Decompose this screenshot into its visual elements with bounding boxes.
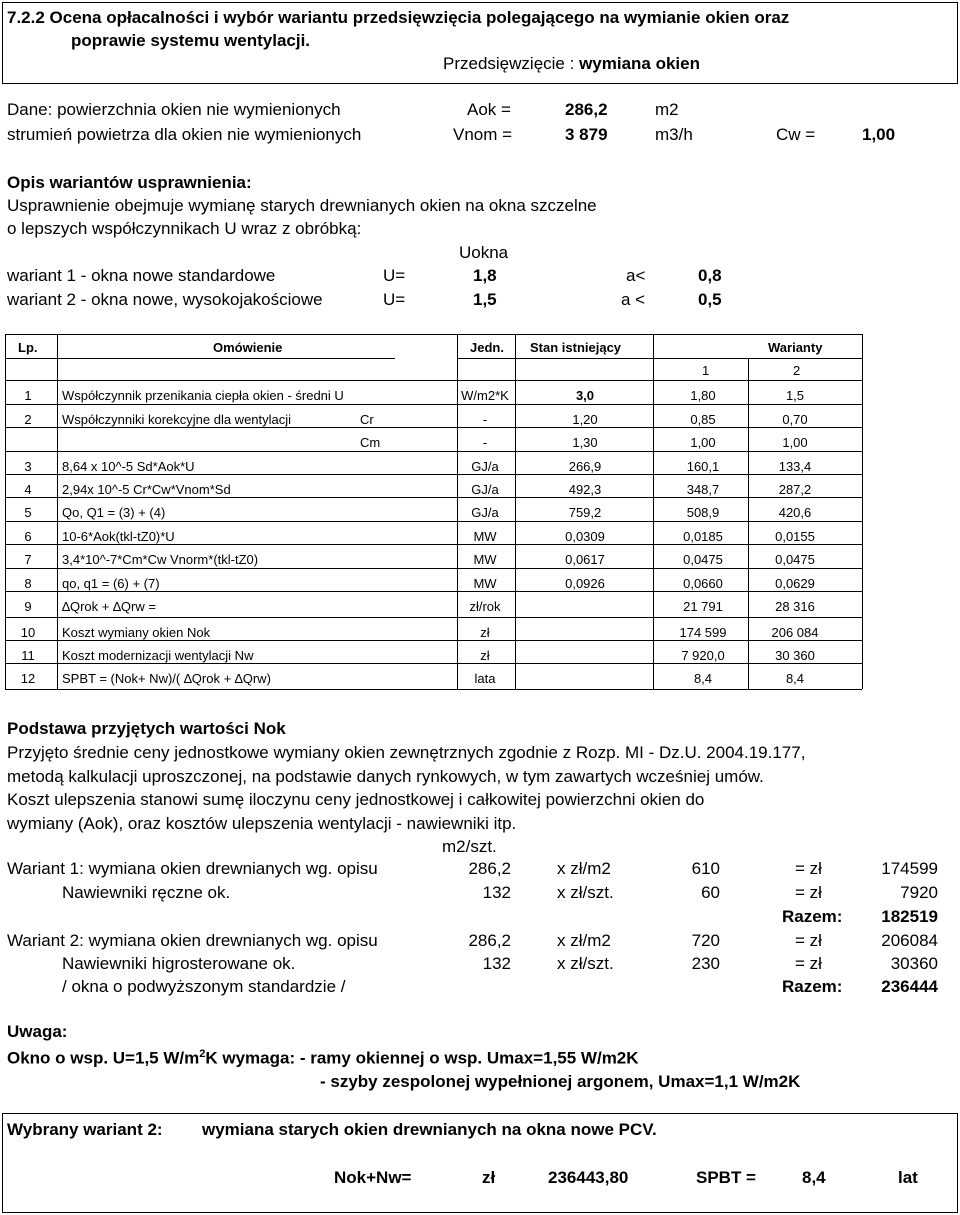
table-cell-lp: 1 [24, 388, 32, 403]
given-row2-label: strumień powietrza dla okien nie wymienionych [7, 125, 362, 144]
table-cell-unit: - [482, 435, 488, 450]
variant2-uval: 1,5 [473, 290, 497, 309]
calc-unit: x zł/szt. [557, 883, 614, 902]
table-rule [748, 358, 749, 689]
cw-value: 1,00 [862, 125, 896, 144]
table-cell-unit: MW [473, 529, 497, 544]
table-cell-lp: 12 [20, 671, 36, 686]
calc-price: 230 [691, 954, 720, 973]
unit-header: m2/szt. [442, 837, 497, 856]
table-cell-lp: 6 [24, 529, 32, 544]
table-cell-desc: Współczynniki korekcyjne dla wentylacji [62, 412, 292, 427]
given-row1-label: Dane: powierzchnia okien nie wymienionych [7, 100, 341, 119]
table-cell-unit: - [482, 412, 488, 427]
nok-amount: 236443,80 [548, 1168, 629, 1187]
variant2-a: a < [621, 290, 646, 309]
table-rule [5, 474, 862, 475]
table-cell-w2: 133,4 [778, 459, 812, 474]
variant1-label: wariant 1 - okna nowe standardowe [7, 266, 276, 285]
table-cell-w2: 420,6 [778, 505, 812, 520]
table-cell-stan: 492,3 [568, 482, 602, 497]
table-cell-w1: 0,0475 [683, 552, 723, 567]
table-cell-w2: 1,5 [785, 388, 805, 403]
table-cell-w1: 1,80 [690, 388, 716, 403]
table-rule [5, 497, 862, 498]
note-line2: - szyby zespolonej wypełnionej argonem, Umax=1,1 W/m2K [320, 1072, 801, 1091]
table-cell-w2: 8,4 [785, 671, 805, 686]
given-row1-unit: m2 [655, 100, 679, 119]
cw-label: Cw = [776, 125, 816, 144]
calc-total: 30360 [890, 954, 938, 973]
table-cell-w1: 160,1 [686, 459, 720, 474]
table-cell-lp: 5 [24, 505, 32, 520]
table-cell-unit: GJ/a [471, 505, 499, 520]
table-cell-w2: 206 084 [771, 625, 819, 640]
table-cell-stan: 1,20 [572, 412, 598, 427]
table-cell-w2: 287,2 [778, 482, 812, 497]
table-cell-desc: 3,4*10^-7*Cm*Cw Vnorm*(tkl-tZ0) [62, 552, 259, 567]
variant1-a: a< [626, 266, 646, 285]
table-cell-w1: 0,0185 [683, 529, 723, 544]
nok-currency: zł [482, 1168, 496, 1187]
spbt-unit: lat [898, 1168, 918, 1187]
col-header-warianty: Warianty [768, 340, 823, 355]
table-cell-desc: ∆Qrok + ∆Qrw = [62, 599, 156, 614]
basis-heading: Podstawa przyjętych wartości Nok [7, 719, 286, 738]
table-cell-unit: MW [473, 552, 497, 567]
table-cell-lp: 11 [21, 648, 35, 663]
note-heading: Uwaga: [7, 1022, 68, 1041]
variant2-u: U= [383, 290, 406, 309]
calc-eq: = zł [795, 883, 822, 902]
calc-qty: 132 [482, 954, 511, 973]
table-rule [5, 404, 862, 405]
selected-label: Wybrany wariant 2: [7, 1120, 163, 1139]
given-row1-value: 286,2 [565, 100, 608, 119]
table-cell-lp: 3 [24, 459, 32, 474]
calc-qty: 286,2 [468, 859, 511, 878]
table-cell-stan: 0,0309 [565, 529, 605, 544]
table-cell-unit: zł/rok [469, 599, 501, 614]
nok-label: Nok+Nw= [334, 1168, 412, 1187]
spbt-value: 8,4 [802, 1168, 826, 1187]
table-cell-w2: 30 360 [775, 648, 815, 663]
table-rule [515, 334, 516, 689]
table-cell-w2: 0,0629 [775, 576, 815, 591]
table-cell-unit: lata [474, 671, 496, 686]
table-cell-desc: Qo, Q1 = (3) + (4) [62, 505, 166, 520]
table-cell-unit: MW [473, 576, 497, 591]
note-line1 [7, 1048, 639, 1069]
table-cell-desc: 2,94x 10^-5 Cr*Cw*Vnom*Sd [62, 482, 231, 497]
variant1-aval: 0,8 [698, 266, 722, 285]
note-line1-sup: 2 [199, 1048, 206, 1060]
calc-label: / okna o podwyższonym standardzie / [62, 977, 346, 996]
col-header-w2: 2 [793, 363, 801, 378]
table-rule [5, 640, 862, 641]
section-title-line2: poprawie systemu wentylacji. [71, 31, 311, 50]
subtitle-bold: wymiana okien [579, 54, 700, 73]
table-cell-desc: 8,64 x 10^-5 Sd*Aok*U [62, 459, 195, 474]
given-row2-symbol: Vnom = [453, 125, 513, 144]
calc-qty: 286,2 [468, 931, 511, 950]
table-cell-unit: GJ/a [471, 459, 499, 474]
table-rule [5, 591, 862, 592]
variant2-label: wariant 2 - okna nowe, wysokojakościowe [7, 290, 323, 309]
table-rule [5, 427, 862, 428]
table-cell-w1: 508,9 [686, 505, 720, 520]
calc-label: Wariant 1: wymiana okien drewnianych wg. opisu [7, 859, 378, 878]
given-row2-value: 3 879 [565, 125, 608, 144]
basis-p4: wymiany (Aok), oraz kosztów ulepszenia wentylacji - nawiewniki itp. [7, 814, 517, 833]
table-rule [5, 544, 862, 545]
col-header-w1: 1 [702, 363, 710, 378]
table-rule [5, 334, 6, 689]
table-rule [5, 689, 862, 690]
table-cell-w1: 7 920,0 [681, 648, 725, 663]
calc-unit: x zł/szt. [557, 954, 614, 973]
variant2-aval: 0,5 [698, 290, 722, 309]
table-cell-w2: 0,0475 [775, 552, 815, 567]
table-cell-stan: 759,2 [568, 505, 602, 520]
basis-p2: metodą kalkulacji uproszczonej, na podstawie danych rynkowych, w tym zawartych wcześniej umów. [7, 767, 764, 786]
table-cell-lp: 4 [24, 482, 32, 497]
col-header-lp: Lp. [18, 340, 38, 355]
table-cell-lp: 8 [24, 576, 32, 591]
col-header-omowienie: Omówienie [213, 340, 283, 355]
table-cell-lp: 7 [24, 552, 32, 567]
col-header-jedn: Jedn. [470, 340, 504, 355]
calc-eq: Razem: [782, 907, 843, 926]
calc-unit: x zł/m2 [557, 931, 611, 950]
table-cell-stan: 1,30 [572, 435, 598, 450]
calc-price: 610 [691, 859, 720, 878]
table-cell-unit: GJ/a [471, 482, 499, 497]
table-cell-lp: 10 [20, 625, 36, 640]
table-cell-w2: 28 316 [775, 599, 815, 614]
calc-qty: 132 [482, 883, 511, 902]
table-cell-w1: 21 791 [683, 599, 723, 614]
spbt-label: SPBT = [696, 1168, 756, 1187]
calc-eq: = zł [795, 931, 822, 950]
calc-eq: Razem: [782, 977, 843, 996]
uokna-label: Uokna [459, 243, 509, 262]
table-cell-w1: 0,0660 [683, 576, 723, 591]
table-cell-w1: 8,4 [693, 671, 713, 686]
table-cell-w1: 0,85 [690, 412, 716, 427]
calc-label: Wariant 2: wymiana okien drewnianych wg. opisu [7, 931, 378, 950]
table-cell-desc: 10-6*Aok(tkl-tZ0)*U [62, 529, 175, 544]
table-cell-stan: 0,0926 [565, 576, 605, 591]
given-row1-symbol: Aok = [467, 100, 511, 119]
table-rule [5, 617, 862, 618]
calc-total: 174599 [881, 859, 938, 878]
table-rule [457, 334, 458, 689]
table-cell-desc: Koszt modernizacji wentylacji Nw [62, 648, 254, 663]
calc-total: 236444 [881, 977, 938, 996]
table-rule [653, 334, 654, 689]
table-cell-desc: Współczynnik przenikania ciepła okien - średni U [62, 388, 344, 403]
basis-p3: Koszt ulepszenia stanowi sumę iloczynu ceny jednostkowej i całkowitej powierzchni okien do [7, 790, 705, 809]
table-cell-stan: 0,0617 [565, 552, 605, 567]
subtitle [443, 54, 700, 74]
calc-total: 206084 [881, 931, 938, 950]
table-rule [63, 358, 395, 359]
calc-price: 60 [701, 883, 720, 902]
calc-total: 182519 [881, 907, 938, 926]
calc-eq: = zł [795, 954, 822, 973]
note-line1-a: Okno o wsp. U=1,5 W/m [7, 1048, 200, 1068]
table-rule [5, 663, 862, 664]
table-rule [57, 334, 58, 689]
table-rule [5, 521, 862, 522]
basis-p1: Przyjęto średnie ceny jednostkowe wymiany okien zewnętrznych zgodnie z Rozp. MI - Dz.U. 2004.19.177, [7, 743, 806, 762]
calc-total: 7920 [900, 883, 938, 902]
table-cell-w2: 1,00 [782, 435, 808, 450]
table-cell-desc: qo, q1 = (6) + (7) [62, 576, 160, 591]
table-rule [5, 358, 63, 359]
col-header-stan: Stan istniejący [530, 340, 622, 355]
calc-label: Nawiewniki higrosterowane ok. [62, 954, 296, 973]
subtitle-prefix: Przedsięwzięcie : [443, 54, 580, 73]
table-rule [5, 451, 862, 452]
table-cell-unit: W/m2*K [461, 388, 509, 403]
calc-label: Nawiewniki ręczne ok. [62, 883, 231, 902]
selected-text: wymiana starych okien drewnianych na okna nowe PCV. [202, 1120, 657, 1139]
section-title-line1: 7.2.2 Ocena opłacalności i wybór wariantu przedsięwzięcia polegającego na wymianie okien oraz [7, 8, 790, 27]
table-cell-w1: 1,00 [690, 435, 716, 450]
table-cell-lp: 2 [24, 412, 32, 427]
table-rule [5, 568, 862, 569]
table-cell-stan: 266,9 [568, 459, 602, 474]
table-rule [5, 334, 862, 335]
table-rule [457, 358, 862, 359]
variants-desc-line2: o lepszych współczynnikach U wraz z obróbką: [7, 219, 362, 238]
table-cell-unit: zł [480, 625, 490, 640]
variants-heading: Opis wariantów usprawnienia: [7, 173, 252, 192]
table-rule [862, 334, 863, 689]
calc-unit: x zł/m2 [557, 859, 611, 878]
calc-eq: = zł [795, 859, 822, 878]
table-cell-w2: 0,70 [782, 412, 808, 427]
table-cell-w2: 0,0155 [775, 529, 815, 544]
table-cell-sym: Cm [360, 435, 381, 450]
calc-price: 720 [691, 931, 720, 950]
table-cell-w1: 174 599 [679, 625, 727, 640]
variant1-uval: 1,8 [473, 266, 497, 285]
table-cell-w1: 348,7 [686, 482, 720, 497]
table-cell-unit: zł [480, 648, 490, 663]
table-cell-sym: Cr [360, 412, 374, 427]
table-cell-desc: Koszt wymiany okien Nok [62, 625, 211, 640]
table-rule [5, 380, 862, 381]
table-cell-lp: 9 [24, 599, 32, 614]
variants-desc-line1: Usprawnienie obejmuje wymianę starych drewnianych okien na okna szczelne [7, 196, 597, 215]
variant1-u: U= [383, 266, 406, 285]
given-row2-unit: m3/h [655, 125, 693, 144]
table-cell-stan: 3,0 [575, 388, 595, 403]
table-cell-desc: SPBT = (Nok+ Nw)/( ∆Qrok + ∆Qrw) [62, 671, 271, 686]
note-line1-b: K wymaga: - ramy okiennej o wsp. Umax=1,55 W/m2K [205, 1048, 639, 1068]
